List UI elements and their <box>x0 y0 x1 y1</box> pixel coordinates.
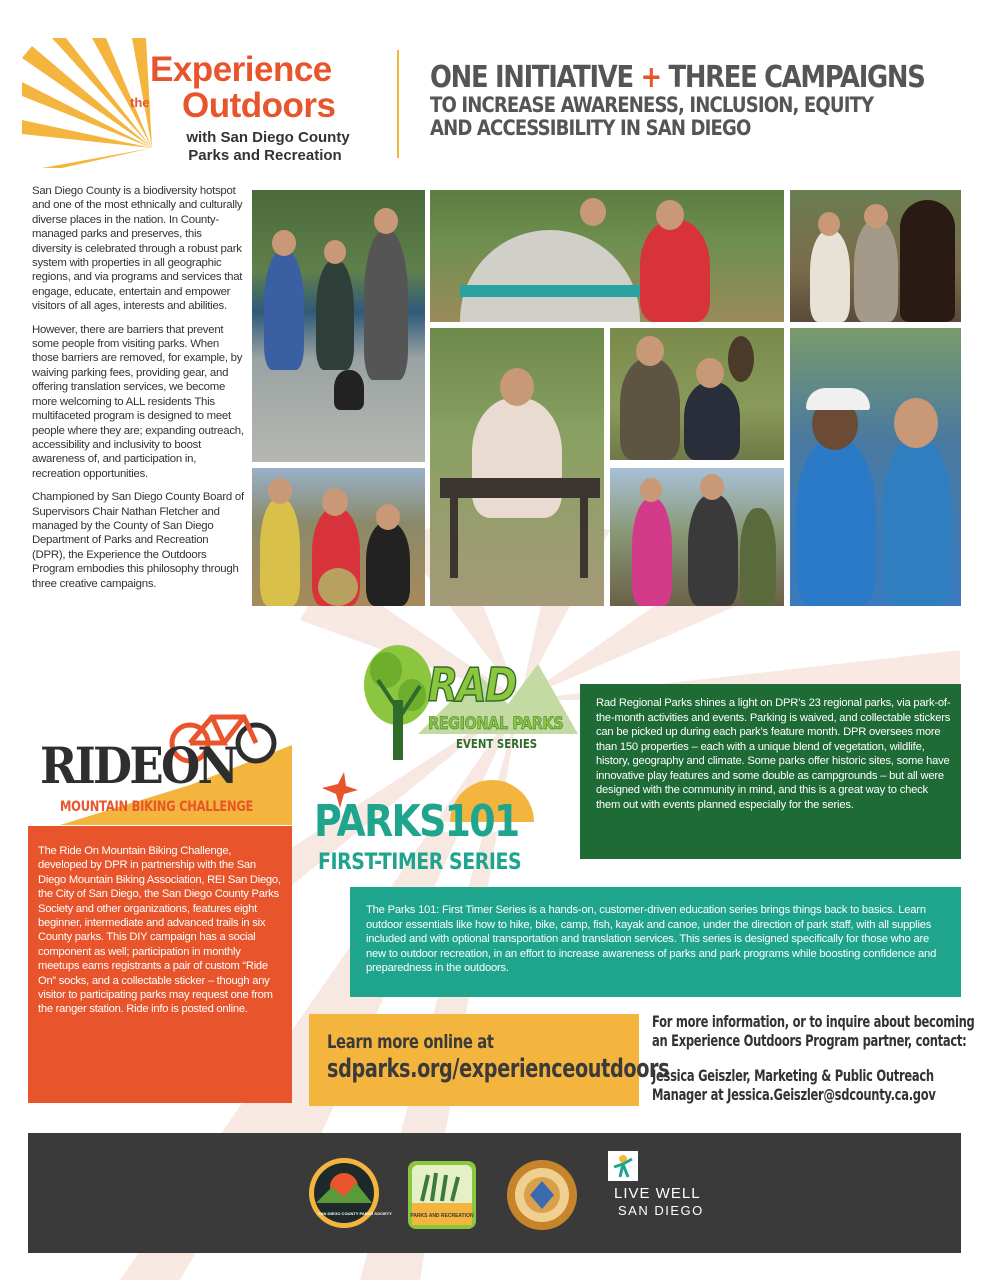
ride-on-subtitle: MOUNTAIN BIKING CHALLENGE <box>60 799 254 815</box>
parks-society-badge <box>308 1157 392 1234</box>
headline-line3: AND ACCESSIBILITY IN SAN DIEGO <box>430 116 751 140</box>
photo-friends-cactus <box>252 468 425 606</box>
learn-more-label: Learn more online at <box>327 1031 494 1053</box>
intro-text <box>32 184 244 600</box>
parks-society-logo-icon <box>308 1157 392 1229</box>
rad-title: RAD <box>428 658 516 712</box>
headline-line1 <box>430 60 925 95</box>
photo-horse-riders <box>790 190 961 322</box>
logo-line-outdoors: Outdoors <box>182 86 336 125</box>
intro-paragraph-1: San Diego County is a biodiversity hotspot and one of the most ethnically and culturally diverse places in the nation. In County-managed parks and preserves, this diversity is celebrated through a robust park system with properties in all geographic regions, and via programs and services that engage, educate, entertain and empower visitors of all ages, interests and abilities. <box>32 185 243 313</box>
county-parks-text: PARKS AND RECREATION <box>410 1213 474 1219</box>
contact-email[interactable]: Manager at Jessica.Geiszler@sdcounty.ca.gov <box>652 1085 936 1104</box>
live-well-sub-text: SAN DIEGO <box>618 1203 704 1218</box>
contact-line-1: For more information, or to inquire about becoming <box>652 1012 975 1031</box>
headline-campaigns: THREE CAMPAIGNS <box>668 60 925 95</box>
headline-line2: TO INCREASE AWARENESS, INCLUSION, EQUITY <box>430 93 874 117</box>
logo-line-the: the <box>130 95 150 110</box>
ride-on-title: RIDEON <box>40 736 236 795</box>
parks-101-title: PARKS101 <box>314 796 519 847</box>
county-seal-badge <box>506 1159 578 1236</box>
parks-society-text: SAN DIEGO COUNTY PARKS SOCIETY <box>318 1211 392 1216</box>
header-divider <box>397 50 399 158</box>
live-well-badge <box>608 1151 658 1188</box>
headline-plus: + <box>640 60 661 95</box>
live-well-logo-icon <box>608 1151 658 1183</box>
ride-on-logo <box>30 705 292 825</box>
logo-line-experience: Experience <box>150 50 332 89</box>
parks-101-description: The Parks 101: First Timer Series is a hands-on, customer-driven education series brings things back to basics. Learn outdoor essentials like how to hike, bike, camp, fish, kayak and canoe, under the direction of park staff, with all supplies included and with optional transportation and translation services. This series is designed specifically for those who are new to outdoor recreation, in an effort to increase awareness of parks and park programs while boosting confidence and preparedness in the outdoors. <box>350 887 961 997</box>
contact-name: Jessica Geiszler, Marketing & Public Outreach <box>652 1066 934 1085</box>
photo-kids-selfie <box>790 328 961 606</box>
logo-line-county: with San Diego County <box>186 129 350 146</box>
intro-paragraph-2: However, there are barriers that prevent some people from visiting parks. When those barriers are removed, for example, by waiving parking fees, providing gear, and offering translation services, we become more welcoming to ALL residents This multifaceted program is designed to meet people where they are; expanding outreach, accessibility and inclusivity to boost awareness of, and participation in, recreation opportunities. <box>32 323 244 480</box>
headline <box>430 62 970 140</box>
county-parks-badge <box>408 1161 476 1234</box>
learn-more-url[interactable]: sdparks.org/experienceoutdoors <box>327 1054 670 1084</box>
photo-ranger-owl <box>610 328 784 460</box>
photo-woman-bench <box>430 328 604 606</box>
headline-initiative: ONE INITIATIVE <box>430 60 633 95</box>
rad-subtitle: REGIONAL PARKS <box>428 714 564 734</box>
experience-outdoors-logo <box>22 38 372 168</box>
contact-line-2: an Experience Outdoors Program partner, contact: <box>652 1031 967 1050</box>
county-seal-icon <box>506 1159 578 1231</box>
contact-info <box>652 1012 975 1104</box>
learn-more-box <box>309 1014 670 1106</box>
ride-on-description: The Ride On Mountain Biking Challenge, developed by DPR in partnership with the San Diego Mountain Biking Association, REI San Diego, the City of San Diego, the San Diego County Parks Society and other organizations, features eight beginner, intermediate and advanced trails in six County parks. This DIY campaign has a social component as well; participation in monthly meetups earns registrants a pair of custom “Ride On” socks, and a collectable sticker – though any visitor to participating parks may request one from the ranger station. Ride info is posted online. <box>28 826 292 1103</box>
photo-hikers-mountain <box>610 468 784 606</box>
rad-series: EVENT SERIES <box>456 737 538 751</box>
rad-description: Rad Regional Parks shines a light on DPR’s 23 regional parks, via park-of-the-month activities and events. Parking is waived, and collectable stickers can be picked up during each park’s feature month. DPR oversees more than 150 properties – each with a unique blend of vegetation, wildlife, history, geography and climate. Some parks offer historic sites, some have innovative play features and some double as campgrounds – but all were designed with the community in mind, and this is a great way to check them out with events planned especially for the series. <box>580 684 961 859</box>
photo-tent-setup <box>430 190 784 322</box>
parks-101-logo <box>312 770 552 885</box>
live-well-text: LIVE WELL <box>614 1185 701 1202</box>
photo-hikers-dock <box>252 190 425 462</box>
intro-paragraph-3: Championed by San Diego County Board of Supervisors Chair Nathan Fletcher and managed by the County of San Diego Department of Parks and Recreation (DPR), the Experience the Outdoors Program embodies this philosophy through three creative campaigns. <box>32 491 244 590</box>
logo-line-parks: Parks and Recreation <box>188 147 342 164</box>
parks-101-subtitle: FIRST-TIMER SERIES <box>318 850 522 875</box>
rad-regional-parks-logo <box>358 640 588 770</box>
footer-partners <box>28 1133 961 1253</box>
